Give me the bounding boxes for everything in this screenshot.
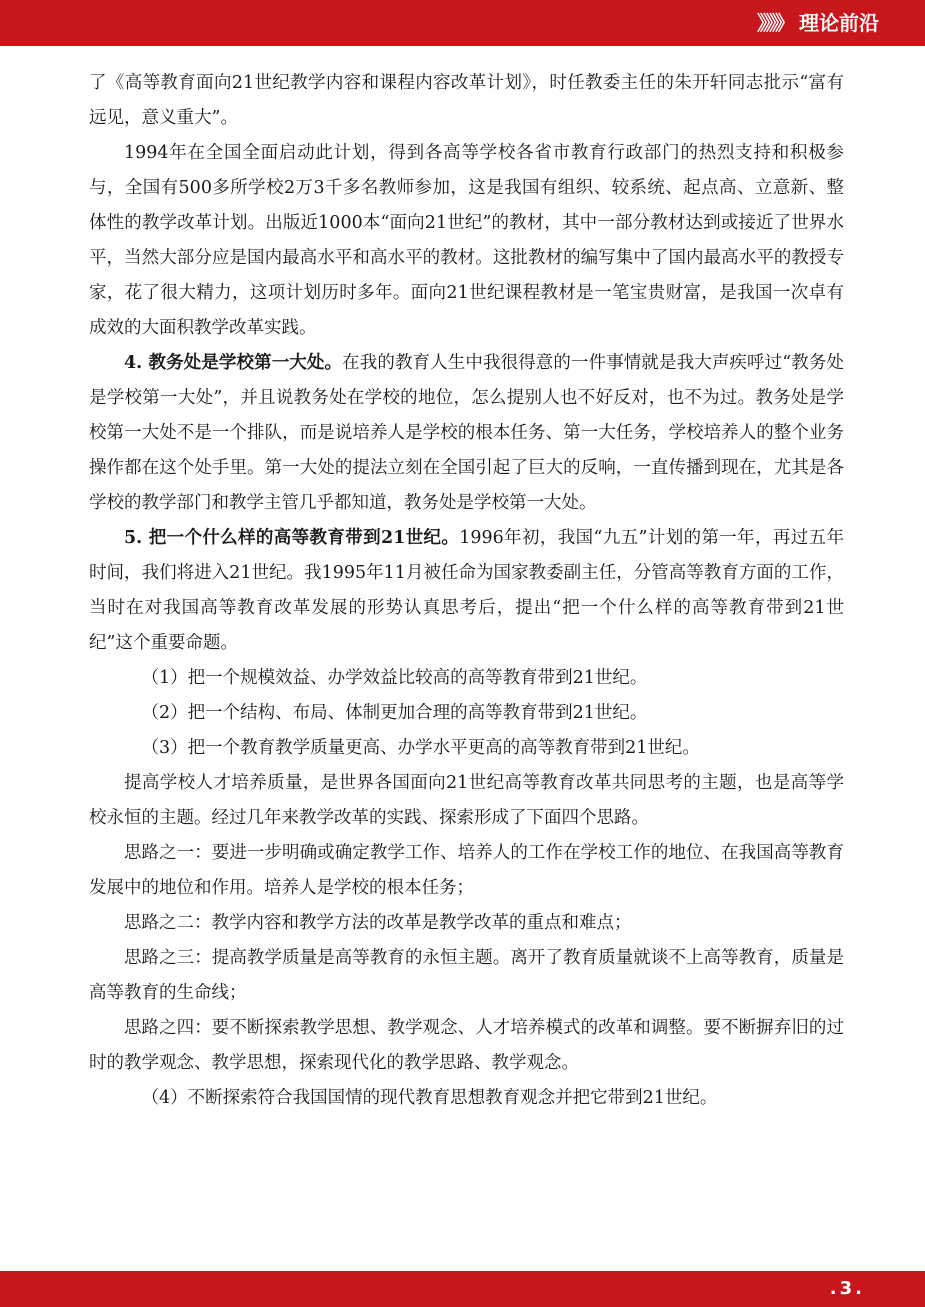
paragraph: 提高学校人才培养质量，是世界各国面向21世纪高等教育改革共同思考的主题，也是高等学校永恒的主题。经过几年来教学改革的实践、探索形成了下面四个思路。 xyxy=(89,773,844,828)
footer-bar xyxy=(0,1271,925,1307)
header-bar xyxy=(0,0,925,46)
article-body xyxy=(89,66,844,1116)
list-item: （3）把一个教育教学质量更高、办学水平更高的高等教育带到21世纪。 xyxy=(141,738,700,758)
page-number: .3. xyxy=(829,1278,865,1299)
list-item: （2）把一个结构、布局、体制更加合理的高等教育带到21世纪。 xyxy=(141,703,648,723)
paragraph-text: 在我的教育人生中我很得意的一件事情就是我大声疾呼过“教务处是学校第一大处”，并且说教务处在学校的地位，怎么提别人也不好反对，也不为过。教务处是学校第一大处不是一个排队，而是说培养人是学校的根本任务、第一大任务，学校培养人的整个业务操作都在这个处手里。第一大处的提法立刻在全国引起了巨大的反响，一直传播到现在，尤其是各学校的教学部门和教学主管几乎都知道，教务处是学校第一大处。 xyxy=(89,353,844,513)
paragraph: 思路之二：教学内容和教学方法的改革是教学改革的重点和难点； xyxy=(124,913,632,933)
paragraph: 思路之三：提高教学质量是高等教育的永恒主题。离开了教育质量就谈不上高等教育，质量是高等教育的生命线； xyxy=(89,948,844,1003)
list-item: （1）把一个规模效益、办学效益比较高的高等教育带到21世纪。 xyxy=(141,668,648,688)
section-label xyxy=(757,9,879,37)
paragraph: 思路之一：要进一步明确或确定教学工作、培养人的工作在学校工作的地位、在我国高等教育发展中的地位和作用。培养人是学校的根本任务； xyxy=(89,843,844,898)
section-heading-5: 5. 把一个什么样的高等教育带到21世纪。 xyxy=(124,528,460,548)
paragraph xyxy=(89,346,844,521)
paragraph xyxy=(89,521,844,661)
list-item: （4）不断探索符合我国国情的现代教育思想教育观念并把它带到21世纪。 xyxy=(141,1088,718,1108)
chevrons-icon: 》》》》 xyxy=(757,11,791,35)
section-title: 理论前沿 xyxy=(799,11,879,35)
paragraph: 了《高等教育面向21世纪教学内容和课程内容改革计划》，时任教委主任的朱开轩同志批示“富有远见，意义重大”。 xyxy=(89,73,844,128)
paragraph-text: 1996年初，我国“九五”计划的第一年，再过五年时间，我们将进入21世纪。我1995年11月被任命为国家教委副主任，分管高等教育方面的工作，当时在对我国高等教育改革发展的形势认真思考后，提出“把一个什么样的高等教育带到21世纪”这个重要命题。 xyxy=(89,528,844,653)
paragraph: 1994年在全国全面启动此计划，得到各高等学校各省市教育行政部门的热烈支持和积极参与，全国有500多所学校2万3千多名教师参加，这是我国有组织、较系统、起点高、立意新、整体性的教学改革计划。出版近1000本“面向21世纪”的教材，其中一部分教材达到或接近了世界水平，当然大部分应是国内最高水平和高水平的教材。这批教材的编写集中了国内最高水平的教授专家，花了很大精力，这项计划历时多年。面向21世纪课程教材是一笔宝贵财富，是我国一次卓有成效的大面积教学改革实践。 xyxy=(89,143,844,338)
section-heading-4: 4. 教务处是学校第一大处。 xyxy=(124,353,343,373)
paragraph: 思路之四：要不断探索教学思想、教学观念、人才培养模式的改革和调整。要不断摒弃旧的过时的教学观念、教学思想，探索现代化的教学思路、教学观念。 xyxy=(89,1018,844,1073)
